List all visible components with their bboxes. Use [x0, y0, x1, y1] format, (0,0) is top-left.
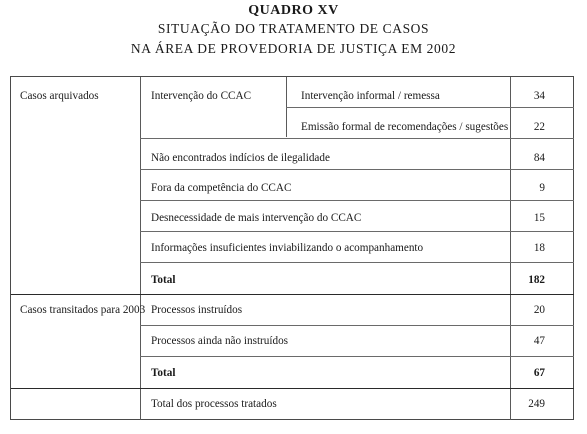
row-line	[140, 325, 574, 326]
group-label-ccac: Intervenção do CCAC	[151, 90, 252, 102]
row-line	[140, 262, 574, 263]
row-label: Fora da competência do CCAC	[151, 182, 292, 194]
total-label: Total	[151, 367, 176, 379]
row-line	[286, 107, 574, 108]
row-value: 20	[533, 304, 545, 316]
row-line	[140, 356, 574, 357]
row-line	[140, 169, 574, 170]
row-value: 15	[533, 212, 545, 224]
cases-table	[10, 76, 574, 420]
table-subtitle-line2: NA ÁREA DE PROVEDORIA DE JUSTIÇA EM 2002	[130, 41, 457, 56]
total-label: Total	[151, 274, 176, 286]
section-divider	[11, 388, 574, 389]
row-label: Desnecessidade de mais intervenção do CCAC	[151, 212, 362, 224]
total-value: 67	[533, 367, 545, 379]
row-label: Informações insuficientes inviabilizando o acompanhamento	[151, 242, 424, 254]
row-label: Processos instruídos	[151, 304, 243, 316]
row-label: Emissão formal de recomendações / sugestões	[301, 121, 509, 133]
row-line	[140, 200, 574, 201]
col-divider-1	[140, 77, 141, 420]
total-value: 182	[528, 274, 545, 286]
section-label-transitados: Casos transitados para 2003	[20, 304, 146, 316]
row-value: 9	[539, 182, 545, 194]
row-label: Intervenção informal / remessa	[301, 90, 440, 102]
row-line	[140, 138, 574, 139]
table-subtitle-line1: SITUAÇÃO DO TRATAMENTO DE CASOS	[157, 21, 430, 36]
row-value: 84	[533, 152, 545, 164]
table-title: QUADRO XV	[248, 3, 339, 18]
row-label: Processos ainda não instruídos	[151, 335, 289, 347]
row-value: 34	[533, 90, 545, 102]
grand-total-value: 249	[528, 398, 545, 410]
row-value: 18	[533, 242, 545, 254]
grand-total-label: Total dos processos tratados	[151, 398, 277, 410]
section-label-arquivados: Casos arquivados	[20, 90, 99, 102]
section-divider	[11, 294, 574, 295]
row-value: 47	[533, 335, 545, 347]
row-label: Não encontrados indícios de ilegalidade	[151, 152, 330, 164]
row-line	[140, 231, 574, 232]
row-value: 22	[533, 121, 545, 133]
